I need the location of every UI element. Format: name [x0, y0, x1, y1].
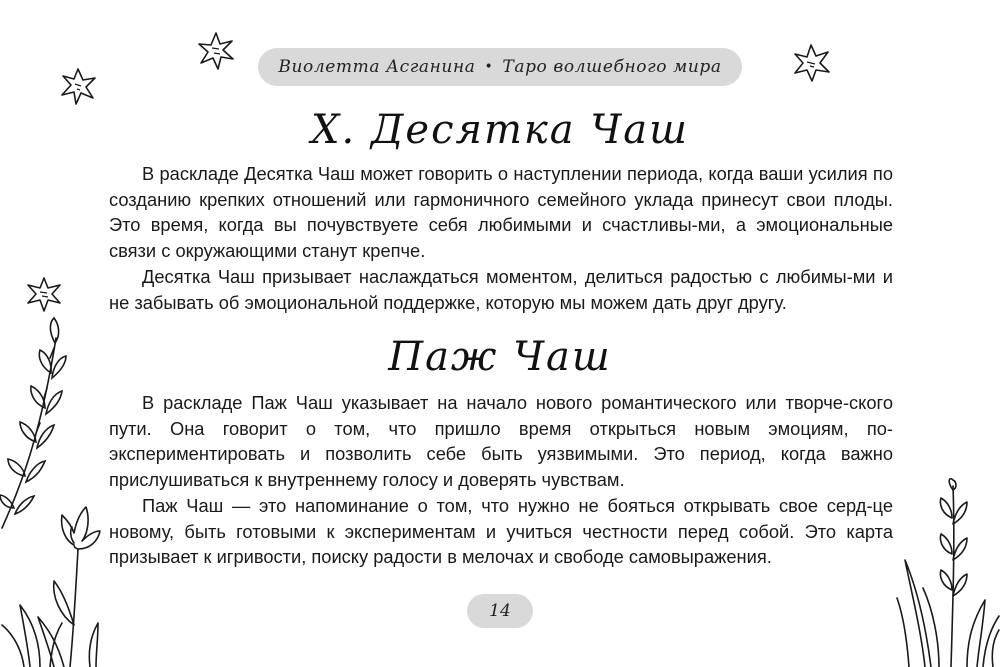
header-separator: •: [484, 59, 494, 75]
tulip-flower-icon: [0, 505, 110, 667]
section-heading-page-of-cups: Паж Чаш: [388, 334, 612, 380]
star-doodle-icon: [24, 274, 64, 314]
running-header: [258, 48, 742, 86]
page-number-text: 14: [489, 601, 511, 621]
page-number: [467, 594, 533, 628]
paragraph: Десятка Чаш призывает наслаждаться моментом, делиться радостью с любимы-ми и не забывать об эмоциональной поддержке, которую мы можем дать друг другу.: [109, 266, 893, 313]
grass-icon: [895, 480, 1000, 667]
paragraph: Паж Чаш — это напоминание о том, что нужно не бояться открывать свое серд-це новому, быть готовыми к экспериментам и учиться честности перед собой. Это карта призывает к игривости, поиску радости в мелочах и свободе самовыражения.: [109, 495, 893, 568]
star-doodle-icon: [196, 30, 236, 72]
star-doodle-icon: [790, 42, 832, 84]
star-doodle-icon: [58, 66, 98, 106]
header-book-title: Таро волшебного мира: [502, 57, 722, 77]
paragraph: В раскладе Десятка Чаш может говорить о наступлении периода, когда ваши усилия по созданию крепких отношений или гармоничного семейного уклада принесут свои плоды. Это время, когда вы почувствуете себя любимыми и счастливы-ми, а эмоциональные связи с окружающими станут крепче.: [109, 163, 893, 262]
paragraph: В раскладе Паж Чаш указывает на начало нового романтического или творче-ского пути. Она говорит о том, что пришло время открыться новым эмоциям, по-экспериментировать и позволить себе быть уязвимыми. Это период, когда важно прислушиваться к внутреннему голосу и доверять чувствам.: [109, 392, 893, 491]
section-heading-ten-of-cups: X. Десятка Чаш: [310, 107, 690, 153]
header-author: Виолетта Асганина: [278, 57, 476, 77]
